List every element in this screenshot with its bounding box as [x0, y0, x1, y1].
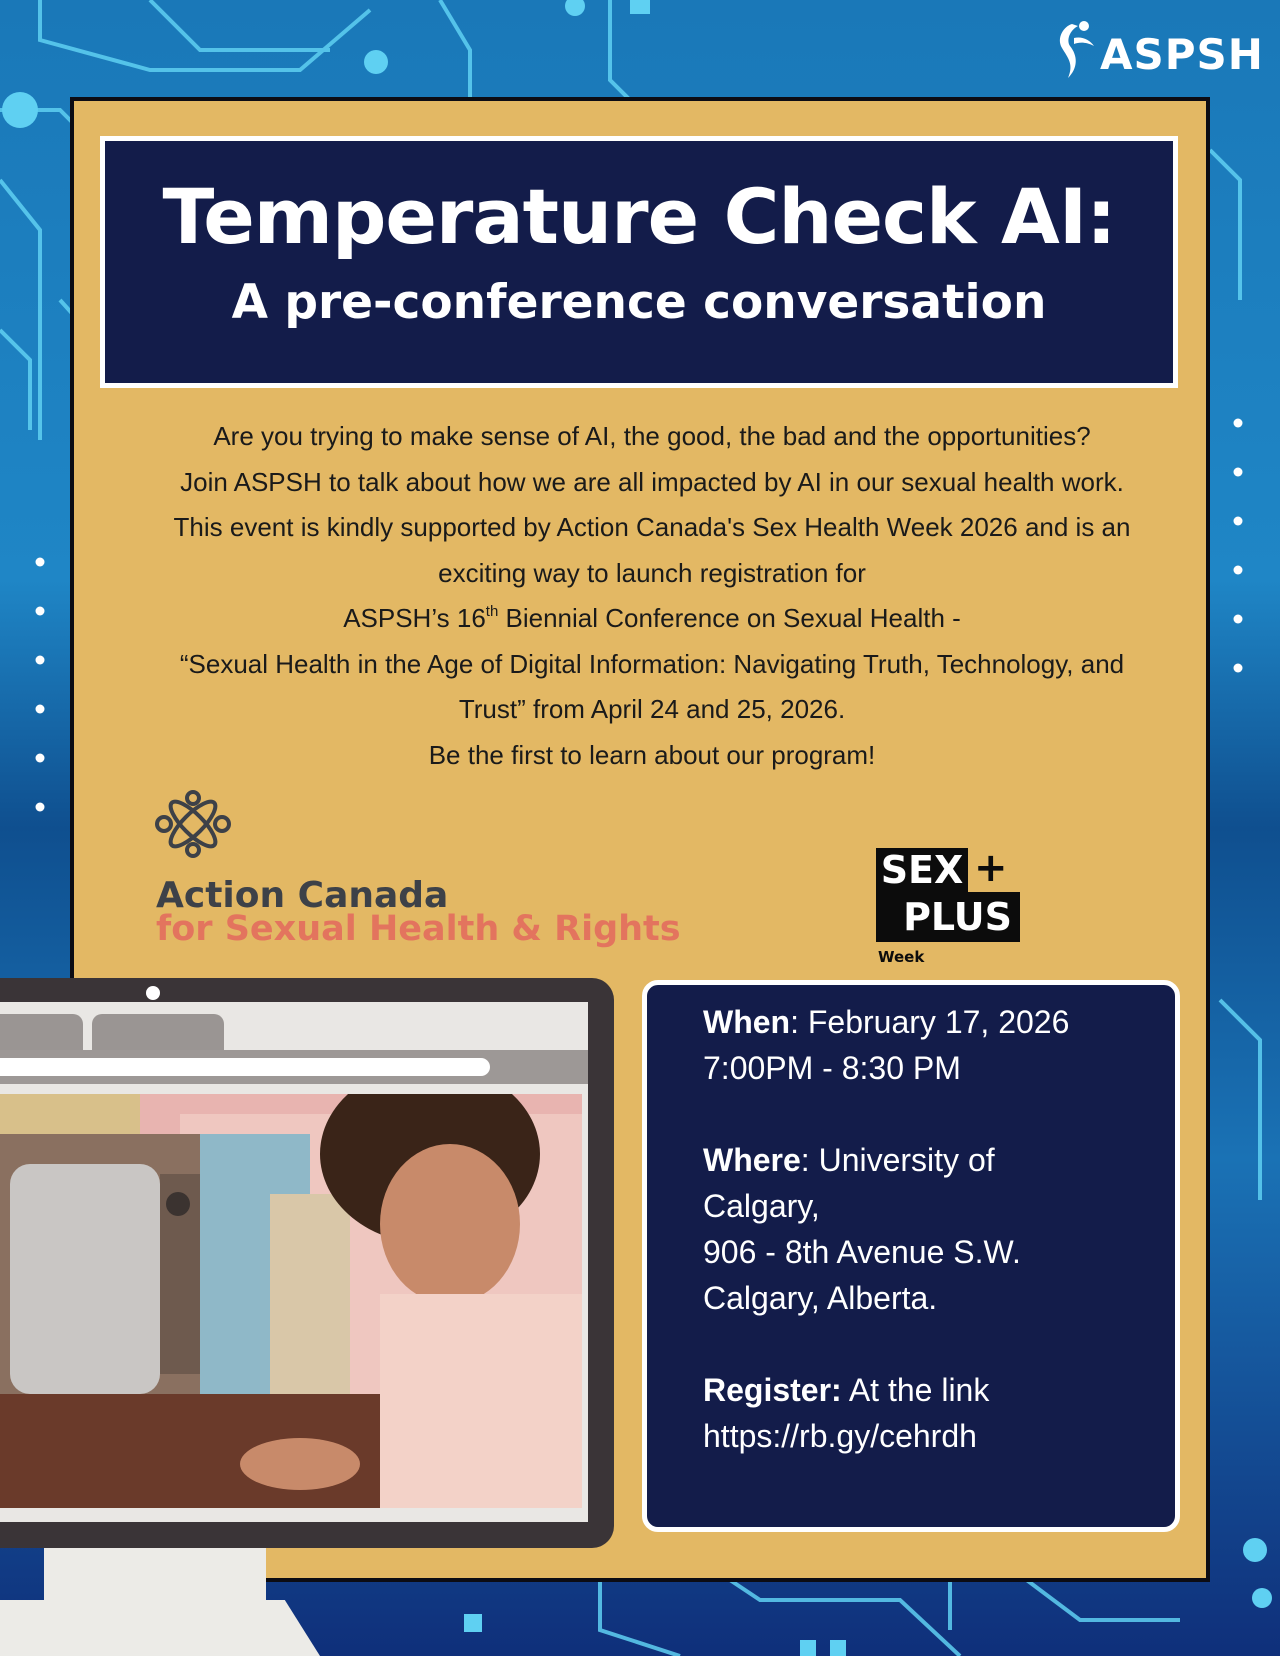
page-title: Temperature Check AI: — [162, 172, 1116, 261]
venue-address: 906 - 8th Avenue S.W. — [703, 1234, 1021, 1270]
browser-tab — [92, 1014, 224, 1050]
sex-plus-week-logo — [874, 845, 1034, 966]
description-line: Join ASPSH to talk about how we are all impacted by AI in our sexual health work. — [180, 466, 1124, 497]
action-canada-logo — [150, 790, 681, 950]
venue-line: : University of — [800, 1142, 995, 1178]
title-banner — [100, 136, 1178, 388]
address-field — [0, 1058, 490, 1076]
monitor-screen — [0, 1002, 588, 1522]
event-description — [118, 414, 1186, 778]
event-date: : February 17, 2026 — [790, 1004, 1070, 1040]
register-text: At the link — [841, 1372, 990, 1408]
woman-playing-video-game-photo — [0, 1094, 582, 1508]
conference-name-prefix: ASPSH’s 16 — [343, 603, 486, 633]
venue-line: Calgary, — [703, 1188, 820, 1224]
conference-line — [118, 596, 1186, 642]
conference-name-suffix: Biennial Conference on Sexual Health - — [498, 603, 961, 633]
where-line — [703, 1137, 1163, 1183]
sex-plus-top: SEX — [876, 848, 968, 892]
description-line: “Sexual Health in the Age of Digital Information: Navigating Truth, Technology, and Trust” from April 24 and 25, 2026. — [179, 648, 1125, 724]
sex-plus-bottom: PLUS — [876, 892, 1020, 942]
description-line: Be the first to learn about our program! — [428, 739, 876, 770]
description-line: This event is kindly supported by Action Canada's Sex Health Week 2026 and is an exciting way to launch registration for — [173, 512, 1131, 588]
where-label: Where — [703, 1142, 801, 1178]
action-canada-name: Action Canada — [156, 875, 449, 916]
knot-icon — [154, 790, 232, 858]
ordinal-suffix: th — [485, 603, 499, 620]
browser-tab — [0, 1014, 83, 1050]
register-label: Register: — [703, 1372, 842, 1408]
register-line — [703, 1367, 1163, 1413]
venue-city: Calgary, Alberta. — [703, 1280, 938, 1316]
plus-sign: + — [974, 845, 1008, 891]
aspsh-logo — [1044, 16, 1264, 88]
action-canada-tagline: for Sexual Health & Rights — [156, 909, 681, 949]
brand-name: ASPSH — [1100, 30, 1264, 79]
when-label: When — [703, 1004, 791, 1040]
event-time: 7:00PM - 8:30 PM — [703, 1050, 961, 1086]
webcam-dot — [146, 986, 160, 1000]
page-subtitle: A pre-conference conversation — [231, 275, 1047, 330]
monitor-stand-base — [0, 1600, 320, 1656]
when-line — [703, 999, 1163, 1045]
description-line: Are you trying to make sense of AI, the good, the bad and the opportunities? — [213, 421, 1091, 451]
browser-address-bar — [0, 1050, 588, 1084]
sex-plus-week: Week — [878, 948, 925, 966]
event-details-box — [642, 980, 1180, 1532]
desktop-monitor — [0, 978, 614, 1548]
dancer-swoosh-icon — [1044, 16, 1104, 88]
register-link[interactable]: https://rb.gy/cehrdh — [703, 1418, 977, 1454]
